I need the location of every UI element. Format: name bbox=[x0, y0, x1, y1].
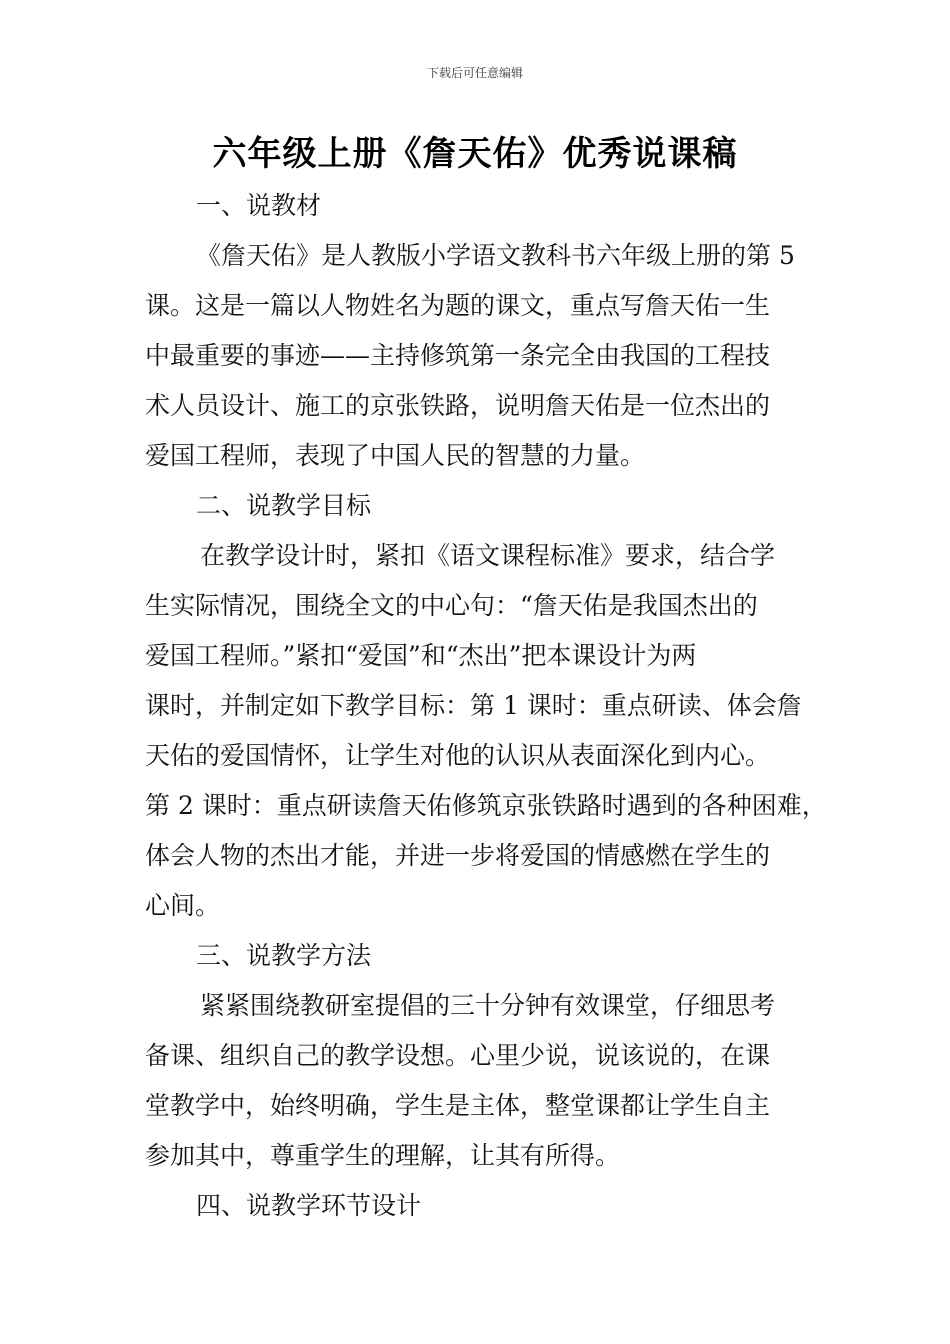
paragraph-line: 体会人物的杰出才能，并进一步将爱国的情感燃在学生的 bbox=[145, 841, 771, 870]
section-heading-3: 三、说教学方法 bbox=[196, 941, 372, 970]
paragraph-line: 生实际情况，围绕全文的中心句：“詹天佑是我国杰出的 bbox=[145, 591, 758, 620]
document-title: 六年级上册《詹天佑》优秀说课稿 bbox=[212, 134, 738, 174]
paragraph-line: 课。这是一篇以人物姓名为题的课文，重点写詹天佑一生 bbox=[145, 291, 771, 320]
paragraph-line: 在教学设计时，紧扣《语文课程标准》要求，结合学 bbox=[200, 541, 776, 570]
paragraph-line: 中最重要的事迹——主持修筑第一条完全由我国的工程技 bbox=[145, 341, 771, 370]
paragraph-line: 心间。 bbox=[145, 891, 221, 920]
section-heading-2: 二、说教学目标 bbox=[196, 491, 372, 520]
paragraph-line: 紧紧围绕教研室提倡的三十分钟有效课堂，仔细思考 bbox=[200, 991, 776, 1020]
section-heading-4: 四、说教学环节设计 bbox=[196, 1191, 422, 1220]
paragraph-line: 课时，并制定如下教学目标：第 1 课时：重点研读、体会詹 bbox=[145, 691, 802, 720]
paragraph-line: 术人员设计、施工的京张铁路，说明詹天佑是一位杰出的 bbox=[145, 391, 771, 420]
paragraph-line: 第 2 课时：重点研读詹天佑修筑京张铁路时遇到的各种困难， bbox=[145, 791, 827, 820]
paragraph-line: 备课、组织自己的教学设想。心里少说，说该说的，在课 bbox=[145, 1041, 771, 1070]
paragraph-line: 爱国工程师。”紧扣“爱国”和“杰出”把本课设计为两 bbox=[145, 641, 697, 670]
paragraph-line: 堂教学中，始终明确，学生是主体，整堂课都让学生自主 bbox=[145, 1091, 771, 1120]
header-note: 下载后可任意编辑 bbox=[426, 66, 523, 80]
section-heading-1: 一、说教材 bbox=[196, 191, 322, 220]
paragraph-line: 爱国工程师，表现了中国人民的智慧的力量。 bbox=[145, 441, 646, 470]
paragraph-line: 参加其中，尊重学生的理解，让其有所得。 bbox=[145, 1141, 621, 1170]
paragraph-line: 《詹天佑》是人教版小学语文教科书六年级上册的第 5 bbox=[196, 241, 795, 270]
paragraph-line: 天佑的爱国情怀，让学生对他的认识从表面深化到内心。 bbox=[145, 741, 771, 770]
